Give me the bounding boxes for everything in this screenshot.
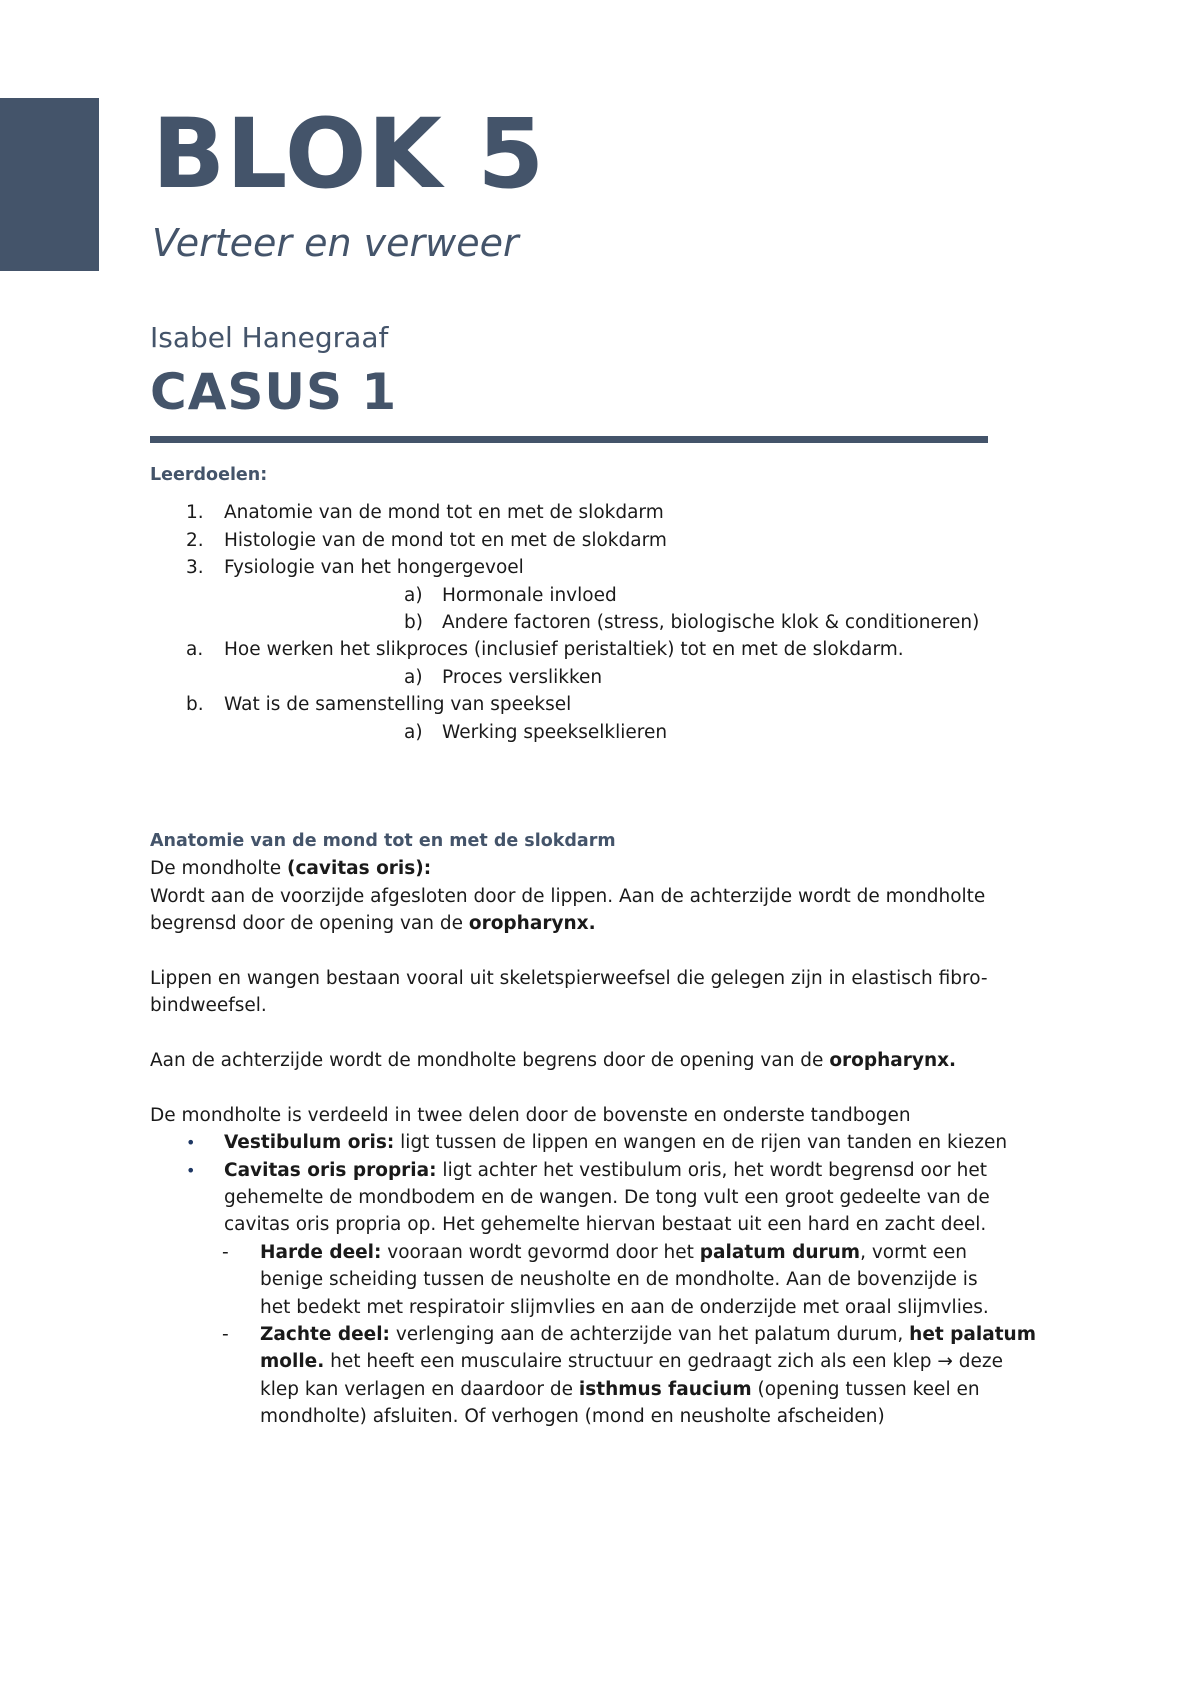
cover-side-block [0, 98, 99, 271]
text-span [260, 1348, 1003, 1375]
list-item [150, 664, 992, 691]
bullet-item [150, 1157, 992, 1184]
dash-item [150, 1321, 1037, 1348]
paragraph-line [150, 1047, 992, 1074]
list-item-text: Fysiologie van het hongergevoel [224, 557, 524, 579]
list-marker: b) [404, 611, 423, 633]
list-item [150, 636, 992, 663]
bullet-continuation [150, 1184, 992, 1211]
mondholte-label: De mondholte [150, 858, 288, 880]
text-span: benige scheiding tussen de neusholte en de mondholte. Aan de bovenzijde is [260, 1269, 978, 1291]
mondholte-term: (cavitas oris): [287, 858, 432, 880]
paragraph-line: Lippen en wangen bestaan vooral uit skeletspierweefsel die gelegen zijn in elastisch fibro- [150, 967, 988, 989]
list-item [150, 554, 992, 581]
text-span: ligt tussen de lippen en wangen en de rijen van tanden en kiezen [394, 1132, 1008, 1154]
paragraph-line: bindweefsel. [150, 995, 267, 1017]
bullet-text [224, 1157, 987, 1184]
document-subtitle: Verteer en verweer [152, 221, 519, 265]
dash-continuation [150, 1403, 992, 1430]
term: het palatum [909, 1323, 1037, 1345]
text-span: Aan de achterzijde wordt de mondholte begrens door de opening van de [150, 1050, 830, 1072]
text-span: het bedekt met respiratoir slijmvlies en aan de onderzijde met oraal slijmvlies. [260, 1296, 989, 1318]
dash-marker: - [222, 1323, 229, 1345]
paragraph-line [150, 855, 992, 882]
list-marker: a) [404, 584, 423, 606]
list-item [150, 582, 992, 609]
dash-continuation [150, 1266, 992, 1293]
list-item-text: Andere factoren (stress, biologische klok & conditioneren) [442, 611, 980, 633]
term: Harde deel: [260, 1241, 382, 1263]
bullet-icon: • [186, 1160, 196, 1180]
bullet-text [224, 1129, 1007, 1156]
list-item [150, 527, 992, 554]
term: Vestibulum oris: [224, 1132, 395, 1154]
paragraph-line: Wordt aan de voorzijde afgesloten door de lippen. Aan de achterzijde wordt de mondholte [150, 885, 986, 907]
list-item-text: Proces verslikken [442, 666, 603, 688]
list-item [150, 609, 992, 636]
list-item [150, 499, 992, 526]
term: molle. [260, 1351, 325, 1373]
list-item [150, 719, 992, 746]
list-item-text: Histologie van de mond tot en met de slokdarm [224, 529, 667, 551]
text-span: mondholte) afsluiten. Of verhogen (mond en neusholte afscheiden) [260, 1406, 885, 1428]
bullet-icon: • [186, 1133, 196, 1153]
dash-text [260, 1321, 1036, 1348]
dash-continuation [150, 1376, 992, 1403]
dash-marker: - [222, 1241, 229, 1263]
text-span: cavitas oris propria op. Het gehemelte hiervan bestaat uit een hard en zacht deel. [224, 1214, 987, 1236]
bullet-continuation [150, 1211, 992, 1238]
paragraph-line: De mondholte is verdeeld in twee delen door de bovenste en onderste tandbogen [150, 1104, 911, 1126]
list-item-text: Werking speekselklieren [442, 721, 668, 743]
list-marker: b. [186, 694, 204, 716]
term: palatum durum [699, 1241, 861, 1263]
dash-text [260, 1239, 967, 1266]
list-item-text: Hormonale invloed [442, 584, 617, 606]
text-span: verlenging aan de achterzijde van het palatum durum, [389, 1323, 910, 1345]
dash-item [150, 1239, 992, 1266]
list-item-text: Anatomie van de mond tot en met de slokdarm [224, 502, 664, 524]
list-marker: 1. [186, 502, 204, 524]
document-title: BLOK 5 [152, 98, 546, 210]
section-heading: Anatomie van de mond tot en met de slokdarm [150, 830, 616, 851]
text-span: het heeft een musculaire structuur en gedraagt zich als een klep [324, 1351, 938, 1373]
text-span [260, 1376, 980, 1403]
text-span: (opening tussen keel en [751, 1378, 980, 1400]
casus-title: CASUS 1 [150, 363, 398, 421]
text-span: , vormt een [860, 1241, 968, 1263]
list-item-text: Wat is de samenstelling van speeksel [224, 694, 572, 716]
dash-continuation [150, 1348, 1003, 1375]
author-name: Isabel Hanegraaf [150, 321, 389, 354]
text-span: begrensd door de opening van de [150, 913, 469, 935]
list-marker: 3. [186, 557, 204, 579]
title-divider [150, 436, 988, 443]
arrow-right-icon: → [937, 1351, 953, 1373]
text-span: ligt achter het vestibulum oris, het wordt begrensd oor het [436, 1159, 988, 1181]
text-span: gehemelte de mondbodem en de wangen. De tong vult een groot gedeelte van de [224, 1186, 990, 1208]
list-item [150, 691, 992, 718]
list-item-text: Hoe werken het slikproces (inclusief peristaltiek) tot en met de slokdarm. [224, 639, 904, 661]
text-span: klep kan verlagen en daardoor de [260, 1378, 579, 1400]
document-body [150, 462, 1037, 1431]
term: Cavitas oris propria: [224, 1159, 437, 1181]
bullet-item [150, 1129, 1008, 1156]
list-marker: a) [404, 666, 423, 688]
dash-continuation [150, 1294, 992, 1321]
term-oropharynx: oropharynx. [468, 913, 596, 935]
list-marker: 2. [186, 529, 204, 551]
list-marker: a. [186, 639, 204, 661]
list-marker: a) [404, 721, 423, 743]
leerdoelen-heading: Leerdoelen: [150, 465, 268, 485]
term-oropharynx: oropharynx. [829, 1050, 957, 1072]
text-span: vooraan wordt gevormd door het [381, 1241, 700, 1263]
term: isthmus faucium [578, 1378, 752, 1400]
text-span: deze [952, 1351, 1003, 1373]
term: Zachte deel: [260, 1323, 390, 1345]
paragraph-line [150, 910, 992, 937]
